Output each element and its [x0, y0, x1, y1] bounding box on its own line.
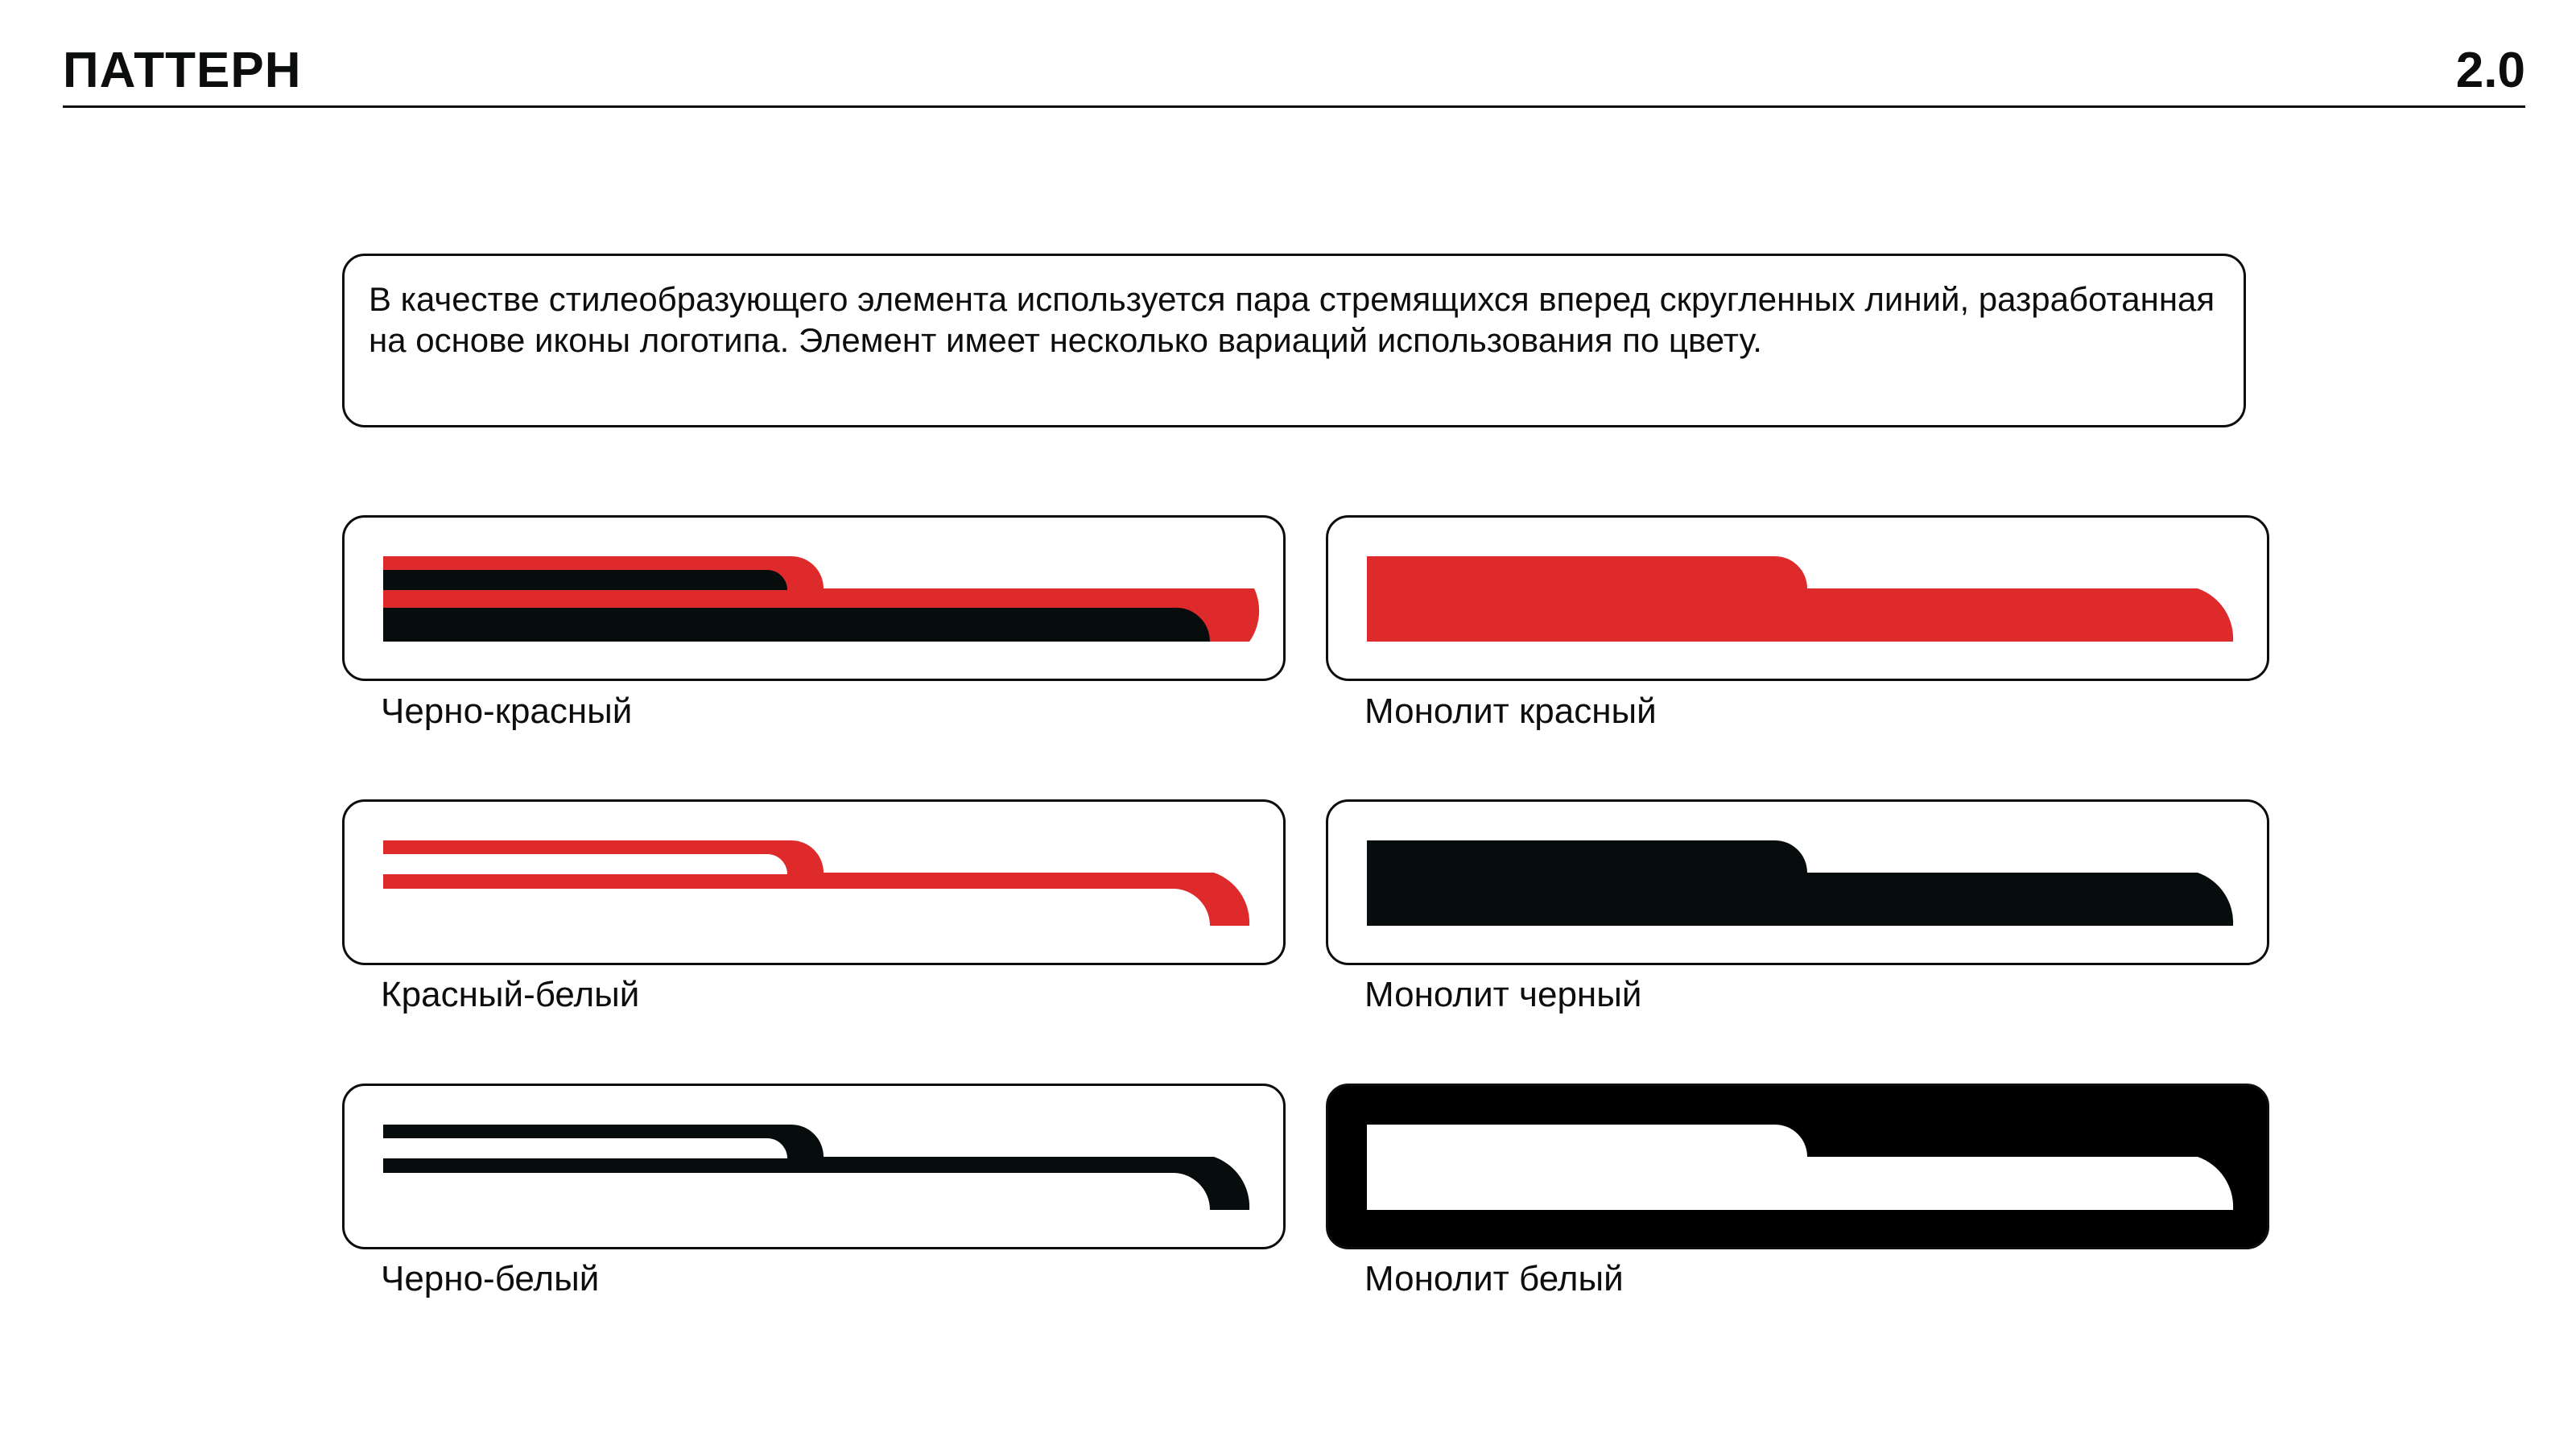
- swatch-red-white: [342, 799, 1286, 965]
- pattern-mono-red-graphic: [1328, 518, 2269, 681]
- page-title: ПАТТЕРН: [63, 43, 302, 98]
- swatch-mono-black: [1326, 799, 2269, 965]
- pattern-mono-white-graphic: [1328, 1086, 2269, 1249]
- pattern-black-monolith: [1367, 840, 2233, 926]
- swatch-mono-white: [1326, 1084, 2269, 1249]
- pattern-black-thin-line: [383, 1158, 787, 1161]
- description-box: [342, 254, 2246, 427]
- caption-black-red: Черно-красный: [381, 691, 633, 731]
- pattern-black-red-graphic: [345, 518, 1286, 681]
- page-number: 2.0: [2455, 43, 2525, 98]
- swatch-black-white: [342, 1084, 1286, 1249]
- swatch-mono-red: [1326, 515, 2269, 681]
- pattern-black-white-graphic: [345, 1086, 1286, 1249]
- caption-mono-red: Монолит красный: [1364, 691, 1657, 731]
- pattern-white-monolith: [1367, 1125, 2233, 1210]
- pattern-white-lower-gap: [383, 889, 1210, 926]
- pattern-white-upper-gap: [383, 854, 787, 874]
- pattern-black-lower-line: [383, 608, 1210, 642]
- caption-red-white: Красный-белый: [381, 975, 640, 1014]
- pattern-red-monolith: [1367, 556, 2233, 642]
- caption-mono-white: Монолит белый: [1364, 1259, 1624, 1298]
- caption-black-white: Черно-белый: [381, 1259, 600, 1298]
- description-text: В качестве стилеобразующего элемента используется пара стремящихся вперед скругленных линий, разработанная на основе иконы логотипа. Элемент имеет несколько вариаций использования по цвету.: [369, 280, 2215, 359]
- pattern-mono-black-graphic: [1328, 802, 2269, 965]
- pattern-red-thin-line: [383, 874, 787, 877]
- swatch-black-red: [342, 515, 1286, 681]
- pattern-white-lower-gap: [383, 1173, 1210, 1210]
- pattern-red-white-graphic: [345, 802, 1286, 965]
- header-divider: [63, 105, 2525, 108]
- pattern-white-upper-gap: [383, 1138, 787, 1158]
- caption-mono-black: Монолит черный: [1364, 975, 1642, 1014]
- pattern-black-upper-line: [383, 570, 787, 590]
